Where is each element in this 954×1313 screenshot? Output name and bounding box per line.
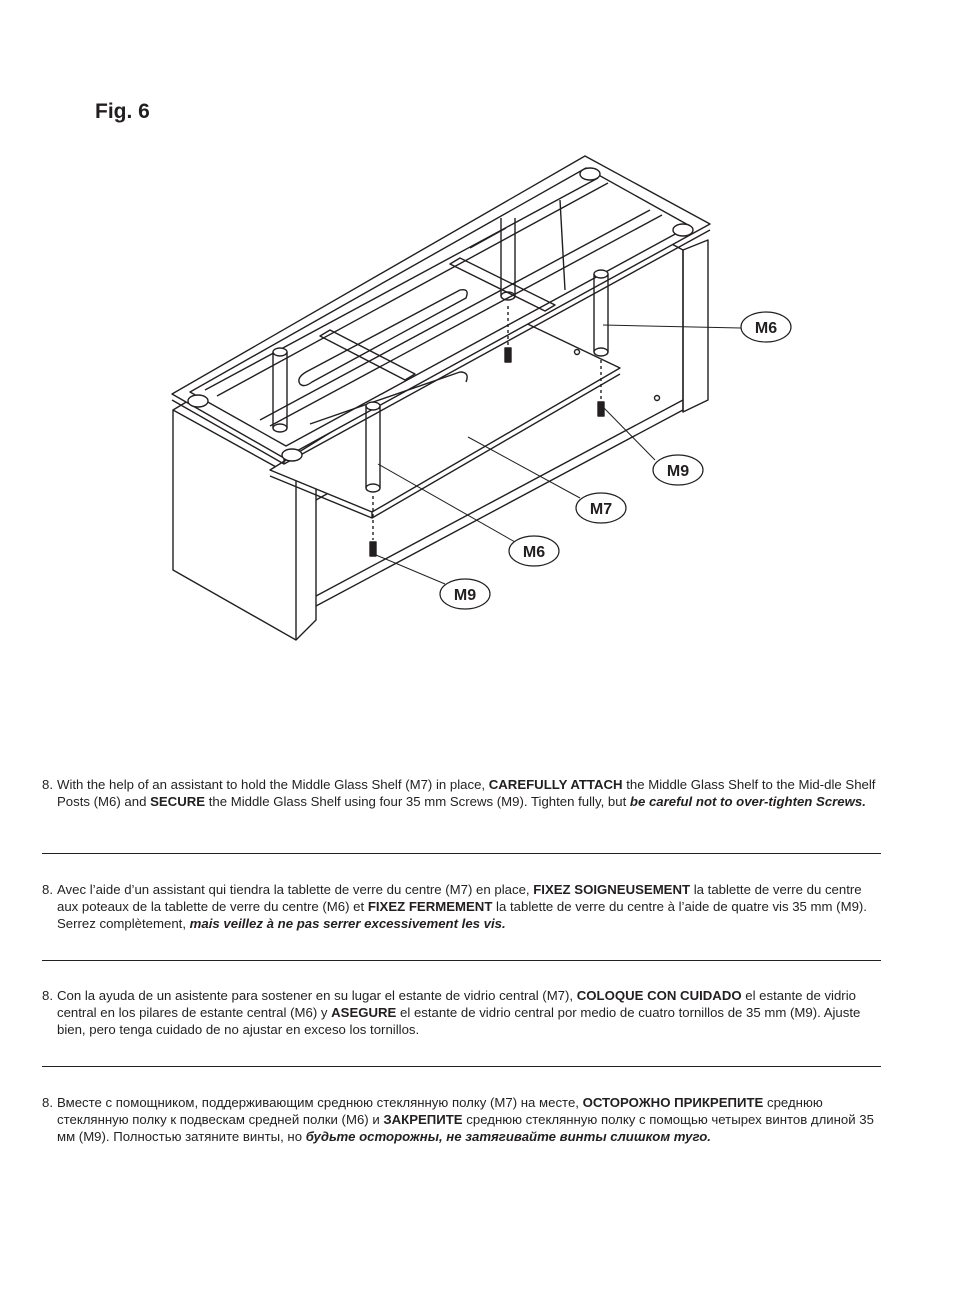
step-number: 8. [42, 988, 53, 1003]
step-text [57, 1094, 882, 1146]
step-emphasis: be careful not to over-tighten Screws. [629, 794, 866, 810]
callout-label: M6 [754, 320, 778, 337]
step-emphasis: ЗАКРЕПИТЕ [383, 1112, 463, 1128]
step-number: 8. [42, 1095, 53, 1110]
step-emphasis: FIXEZ SOIGNEUSEMENT [533, 882, 691, 897]
step-french [42, 881, 882, 933]
step-text-run: Con la ayuda de un asistente para sostener en su lugar el estante de vidrio central (M7), [57, 988, 577, 1003]
callout-label: M9 [453, 587, 477, 604]
step-number: 8. [42, 777, 53, 792]
step-emphasis: SECURE [150, 794, 206, 810]
step-text-run: Вместе с помощником, поддерживающим среднюю стеклянную полку (М7) на месте, [57, 1095, 583, 1110]
step-english [42, 776, 882, 810]
step-text [57, 881, 882, 933]
step-text-run: With the help of an assistant to hold the Middle Glass Shelf (M7) in place, [57, 777, 489, 792]
step-text [57, 987, 882, 1039]
callout-m6-upper [741, 312, 791, 342]
callout-m9-right [653, 455, 703, 485]
step-emphasis: будьте осторожны, не затягивайте винты слишком туго. [305, 1129, 711, 1145]
step-text-run: el estante de vidrio central en los pilares de estante central (M6) y [57, 988, 856, 1021]
callout-label: M9 [666, 463, 690, 480]
step-emphasis: CAREFULLY ATTACH [488, 777, 623, 792]
callout-m7 [576, 493, 626, 523]
callout-m6-lower [509, 536, 559, 566]
step-text-run: el estante de vidrio central por medio de cuatro tornillos de 35 mm (M9). Ajuste bien, pero tenga cuidado de no ajustar en exceso los tornillos. [57, 1005, 861, 1038]
step-emphasis: ОСТОРОЖНО ПРИКРЕПИТЕ [582, 1095, 764, 1110]
figure-title: Fig. 6 [95, 100, 150, 123]
step-text [57, 776, 882, 810]
step-number: 8. [42, 882, 53, 897]
divider [42, 1066, 881, 1067]
step-emphasis: COLOQUE CON CUIDADO [576, 988, 742, 1003]
right-side-panel [668, 240, 708, 412]
step-text-run: la tablette de verre du centre à l’aide de quatre vis 35 mm (M9). Serrez complètement, [57, 899, 867, 932]
step-text-run: среднюю стеклянную полку с помощью четырех винтов длиной 35 мм (М9). Полностью затяните винты, но [57, 1112, 874, 1145]
step-spanish [42, 987, 882, 1039]
divider [42, 960, 881, 961]
callout-m9-left [440, 579, 490, 609]
step-emphasis: FIXEZ FERMEMENT [367, 899, 493, 915]
step-emphasis: ASEGURE [331, 1005, 397, 1021]
step-text-run: среднюю стеклянную полку к подвескам средней полки (М6) и [57, 1095, 823, 1128]
step-text-run: the Middle Glass Shelf to the Mid-dle Shelf Posts (M6) and [57, 777, 876, 810]
step-emphasis: mais veillez à ne pas serrer excessivement les vis. [189, 916, 506, 932]
step-text-run: la tablette de verre du centre aux poteaux de la tablette de verre du centre (M6) et [57, 882, 862, 915]
callout-label: M7 [589, 501, 613, 518]
callout-label: M6 [522, 544, 546, 561]
step-russian [42, 1094, 882, 1146]
step-text-run: the Middle Glass Shelf using four 35 mm Screws (M9). Tighten fully, but [205, 794, 630, 810]
step-text-run: Avec l’aide d’un assistant qui tiendra la tablette de verre du centre (M7) en place, [57, 882, 534, 897]
divider [42, 853, 881, 854]
